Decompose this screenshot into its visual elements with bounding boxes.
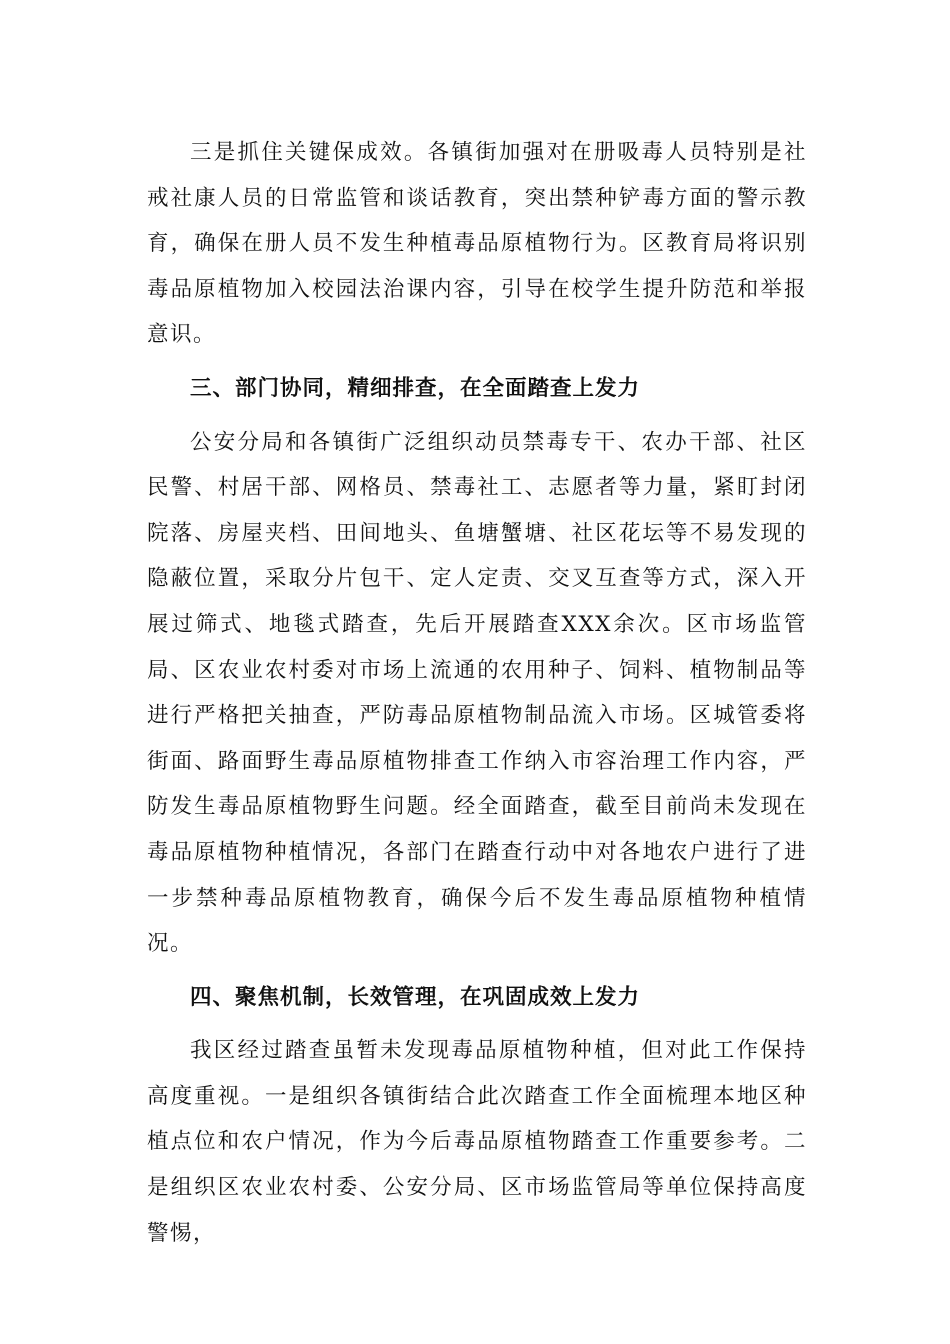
document-body	[147, 130, 807, 1256]
paragraph-long-term-mechanism: 我区经过踏查虽暂未发现毒品原植物种植，但对此工作保持高度重视。一是组织各镇街结合此次踏查工作全面梳理本地区种植点位和农户情况，作为今后毒品原植物踏查工作重要参考。二是组织区农业农村委、公安分局、区市场监管局等单位保持高度警惕，	[147, 1038, 807, 1246]
section-heading-3: 三、部门协同，精细排查，在全面踏查上发力	[190, 375, 641, 401]
paragraph-department-collaboration: 公安分局和各镇街广泛组织动员禁毒专干、农办干部、社区民警、村居干部、网格员、禁毒社工、志愿者等力量，紧盯封闭院落、房屋夹档、田间地头、鱼塘蟹塘、社区花坛等不易发现的隐蔽位置，采取分片包干、定人定责、交叉互查等方式，深入开展过筛式、地毯式踏查，先后开展踏查XXX余次。区市场监管局、区农业农村委对市场上流通的农用种子、饲料、植物制品等进行严格把关抽查，严防毒品原植物制品流入市场。区城管委将街面、路面野生毒品原植物排查工作纳入市容治理工作内容，严防发生毒品原植物野生问题。经全面踏查，截至目前尚未发现在毒品原植物种植情况，各部门在踏查行动中对各地农户进行了进一步禁种毒品原植物教育，确保今后不发生毒品原植物种植情况。	[147, 429, 807, 957]
section-heading-4: 四、聚焦机制，长效管理，在巩固成效上发力	[190, 984, 641, 1010]
paragraph-key-results: 三是抓住关键保成效。各镇街加强对在册吸毒人员特别是社戒社康人员的日常监管和谈话教育，突出禁种铲毒方面的警示教育，确保在册人员不发生种植毒品原植物行为。区教育局将识别毒品原植物加入校园法治课内容，引导在校学生提升防范和举报意识。	[147, 140, 807, 348]
